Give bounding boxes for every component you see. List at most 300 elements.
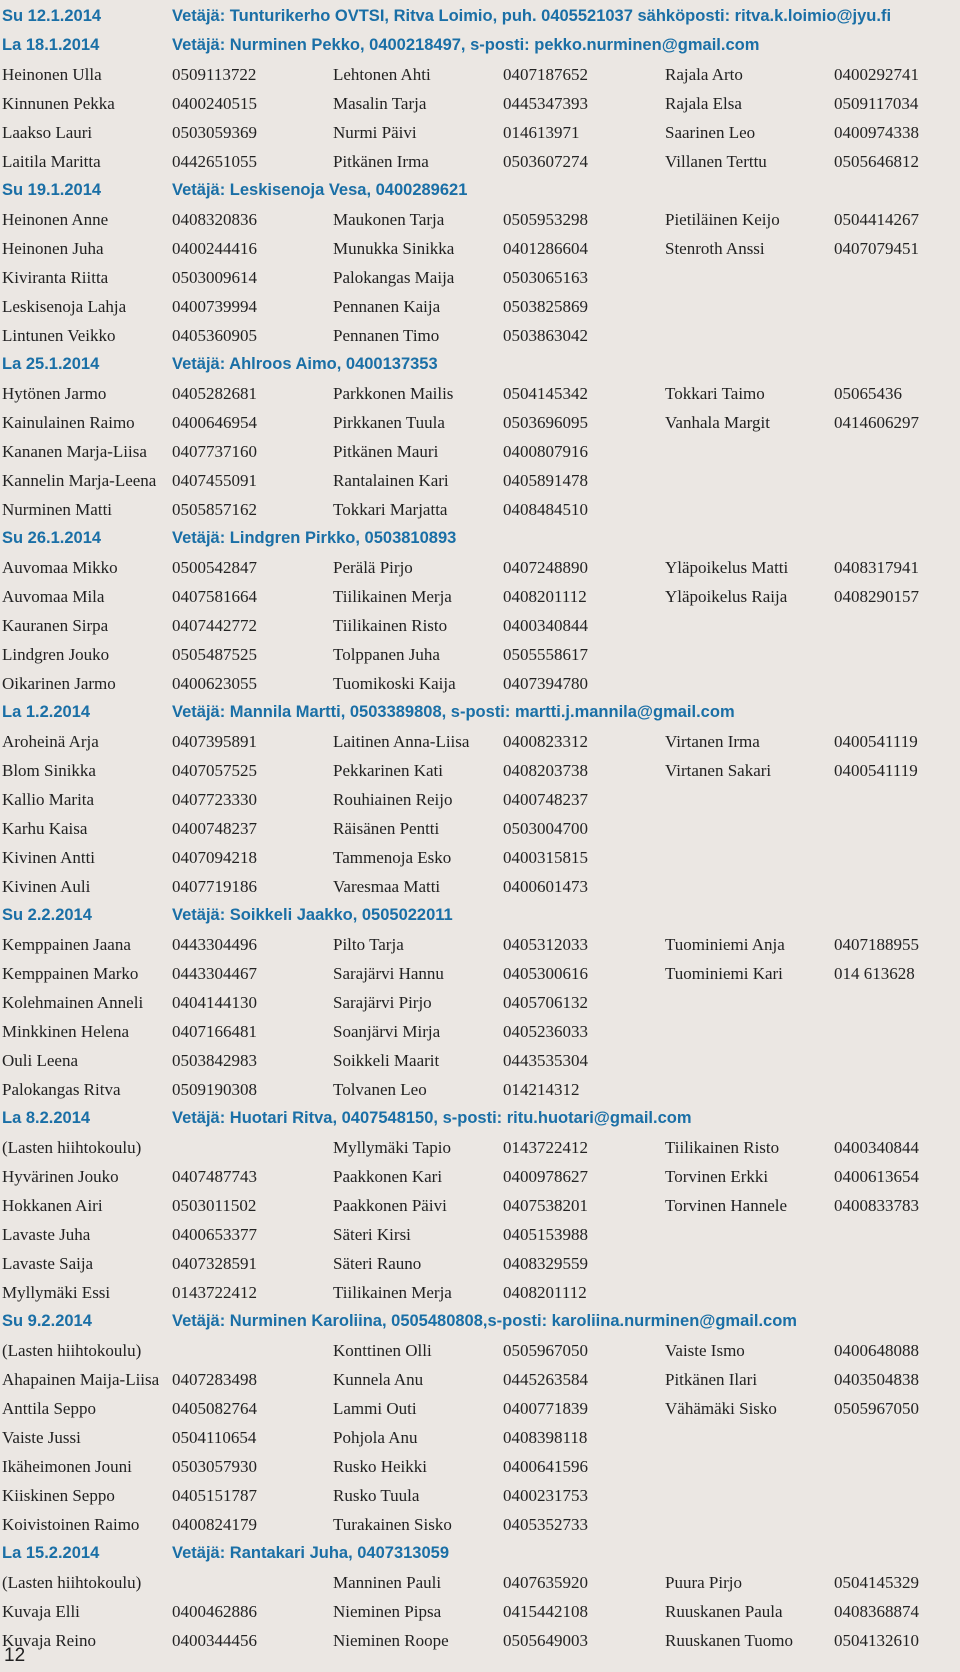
phone-2: 0405236033 <box>503 1022 588 1041</box>
name-1: Auvomaa Mikko <box>2 558 118 577</box>
name-2: Soanjärvi Mirja <box>333 1022 441 1041</box>
participant-row <box>0 234 960 263</box>
phone-1: 0400462886 <box>172 1602 257 1621</box>
phone-3: 0408290157 <box>834 587 919 606</box>
name-3: Virtanen Sakari <box>665 761 772 780</box>
name-2: Tiilikainen Merja <box>333 1283 452 1302</box>
phone-1: 0407328591 <box>172 1254 257 1273</box>
participant-row <box>0 959 960 988</box>
name-1: Leskisenoja Lahja <box>2 297 127 316</box>
name-2: Masalin Tarja <box>333 94 427 113</box>
participant-row <box>0 89 960 118</box>
phone-1: 0407166481 <box>172 1022 257 1041</box>
participant-row <box>0 321 960 350</box>
phone-2: 0408201112 <box>503 1283 587 1302</box>
phone-3: 0400292741 <box>834 65 919 84</box>
phone-1: 0504110654 <box>172 1428 257 1447</box>
phone-2: 0504145342 <box>503 384 588 403</box>
name-3: Rajala Elsa <box>665 94 742 113</box>
section-date: Su 19.1.2014 <box>2 181 102 199</box>
phone-1: 0405282681 <box>172 384 257 403</box>
phone-2: 0503825869 <box>503 297 588 316</box>
phone-3: 0505967050 <box>834 1399 919 1418</box>
name-1: Kinnunen Pekka <box>2 94 115 113</box>
name-1: Kauranen Sirpa <box>2 616 109 635</box>
phone-2: 0401286604 <box>503 239 588 258</box>
date-section <box>0 901 960 1104</box>
phone-1: 0404144130 <box>172 993 257 1012</box>
name-1: Oikarinen Jarmo <box>2 674 116 693</box>
name-1: Aroheinä Arja <box>2 732 99 751</box>
phone-3: 0408368874 <box>834 1602 919 1621</box>
name-1: Palokangas Ritva <box>2 1080 121 1099</box>
name-1: Myllymäki Essi <box>2 1283 111 1302</box>
phone-3: 0400340844 <box>834 1138 919 1157</box>
name-2: Parkkonen Mailis <box>333 384 454 403</box>
name-2: Rantalainen Kari <box>333 471 449 490</box>
participant-row <box>0 1452 960 1481</box>
participant-row <box>0 785 960 814</box>
name-2: Rouhiainen Reijo <box>333 790 453 809</box>
participant-row <box>0 1336 960 1365</box>
section-date: La 25.1.2014 <box>2 355 100 373</box>
phone-2: 0407248890 <box>503 558 588 577</box>
section-leader: Vetäjä: Nurminen Pekko, 0400218497, s-posti: pekko.nurminen@gmail.com <box>172 36 760 54</box>
name-1: Karhu Kaisa <box>2 819 88 838</box>
phone-2: 0405300616 <box>503 964 588 983</box>
phone-1: 0405360905 <box>172 326 257 345</box>
participant-row <box>0 1162 960 1191</box>
name-2: Pekkarinen Kati <box>333 761 443 780</box>
date-section <box>0 350 960 524</box>
name-2: Myllymäki Tapio <box>333 1138 451 1157</box>
name-2: Tammenoja Esko <box>333 848 452 867</box>
name-2: Lehtonen Ahti <box>333 65 431 84</box>
name-1: Blom Sinikka <box>2 761 96 780</box>
section-header <box>0 698 960 727</box>
section-date: Su 2.2.2014 <box>2 906 92 924</box>
phone-2: 0503696095 <box>503 413 588 432</box>
phone-1: 0143722412 <box>172 1283 257 1302</box>
name-2: Varesmaa Matti <box>333 877 441 896</box>
phone-2: 0405352733 <box>503 1515 588 1534</box>
phone-3: 0400974338 <box>834 123 919 142</box>
name-2: Kunnela Anu <box>333 1370 424 1389</box>
section-leader: Vetäjä: Huotari Ritva, 0407548150, s-posti: ritu.huotari@gmail.com <box>172 1109 692 1127</box>
name-2: Sarajärvi Pirjo <box>333 993 432 1012</box>
phone-1: 0443304496 <box>172 935 257 954</box>
participant-row <box>0 1249 960 1278</box>
phone-1: 0505857162 <box>172 500 257 519</box>
phone-1: 0400739994 <box>172 297 257 316</box>
phone-2: 0407187652 <box>503 65 588 84</box>
name-1: Kananen Marja-Liisa <box>2 442 147 461</box>
name-1: Kainulainen Raimo <box>2 413 135 432</box>
phone-2: 0445263584 <box>503 1370 588 1389</box>
phone-2: 0400231753 <box>503 1486 588 1505</box>
phone-1: 0503057930 <box>172 1457 257 1476</box>
section-leader: Vetäjä: Soikkeli Jaakko, 0505022011 <box>172 906 453 924</box>
phone-1: 0407395891 <box>172 732 257 751</box>
name-2: Pitkänen Irma <box>333 152 429 171</box>
participant-row <box>0 843 960 872</box>
section-date: La 18.1.2014 <box>2 36 100 54</box>
phone-3: 0400541119 <box>834 761 918 780</box>
participant-row <box>0 408 960 437</box>
name-1: Kannelin Marja-Leena <box>2 471 157 490</box>
phone-2: 0503607274 <box>503 152 588 171</box>
participant-row <box>0 814 960 843</box>
phone-3: 0504145329 <box>834 1573 919 1592</box>
phone-2: 0400807916 <box>503 442 588 461</box>
name-2: Tuomikoski Kaija <box>333 674 456 693</box>
participant-row <box>0 1423 960 1452</box>
phone-1: 0407455091 <box>172 471 257 490</box>
name-2: Tolvanen Leo <box>333 1080 427 1099</box>
participant-row <box>0 1046 960 1075</box>
name-1: Laakso Lauri <box>2 123 93 142</box>
name-1: (Lasten hiihtokoulu) <box>2 1138 142 1157</box>
phone-1: 0407723330 <box>172 790 257 809</box>
name-1: Auvomaa Mila <box>2 587 105 606</box>
phone-1: 0400653377 <box>172 1225 257 1244</box>
phone-1: 0503011502 <box>172 1196 257 1215</box>
name-3: Rajala Arto <box>665 65 743 84</box>
name-1: Kuvaja Elli <box>2 1602 80 1621</box>
phone-2: 0400641596 <box>503 1457 588 1476</box>
name-3: Stenroth Anssi <box>665 239 765 258</box>
phone-2: 0143722412 <box>503 1138 588 1157</box>
phone-2: 0503004700 <box>503 819 588 838</box>
name-2: Pilto Tarja <box>333 935 404 954</box>
name-1: Lavaste Juha <box>2 1225 91 1244</box>
date-section <box>0 2 960 31</box>
participant-row <box>0 872 960 901</box>
phone-2: 0408201112 <box>503 587 587 606</box>
phone-2: 0415442108 <box>503 1602 588 1621</box>
participant-row <box>0 1278 960 1307</box>
section-header <box>0 350 960 379</box>
phone-2: 0503065163 <box>503 268 588 287</box>
phone-2: 0503863042 <box>503 326 588 345</box>
phone-1: 0509113722 <box>172 65 257 84</box>
name-2: Paakkonen Päivi <box>333 1196 447 1215</box>
participant-row <box>0 1394 960 1423</box>
phone-2: 0400771839 <box>503 1399 588 1418</box>
date-section <box>0 524 960 698</box>
phone-2: 0405891478 <box>503 471 588 490</box>
name-1: Kuvaja Reino <box>2 1631 96 1650</box>
name-2: Säteri Kirsi <box>333 1225 411 1244</box>
phone-1: 0442651055 <box>172 152 257 171</box>
section-header <box>0 901 960 930</box>
section-leader: Vetäjä: Tunturikerho OVTSI, Ritva Loimio, puh. 0405521037 sähköposti: ritva.k.loimio@jyu.fi <box>172 7 892 25</box>
section-date: La 15.2.2014 <box>2 1544 100 1562</box>
phone-2: 0405153988 <box>503 1225 588 1244</box>
phone-2: 014214312 <box>503 1080 580 1099</box>
phone-2: 0408203738 <box>503 761 588 780</box>
section-header <box>0 1104 960 1133</box>
name-1: Ahapainen Maija-Liisa <box>2 1370 160 1389</box>
phone-3: 0400833783 <box>834 1196 919 1215</box>
section-leader: Vetäjä: Rantakari Juha, 0407313059 <box>172 1544 450 1562</box>
name-3: Tuominiemi Kari <box>665 964 783 983</box>
name-1: Kivinen Auli <box>2 877 91 896</box>
name-1: Ouli Leena <box>2 1051 78 1070</box>
name-3: Tiilikainen Risto <box>665 1138 780 1157</box>
name-2: Rusko Heikki <box>333 1457 427 1476</box>
name-1: Hytönen Jarmo <box>2 384 107 403</box>
name-3: Puura Pirjo <box>665 1573 742 1592</box>
participant-row <box>0 553 960 582</box>
participant-row <box>0 1220 960 1249</box>
phone-1: 0400244416 <box>172 239 257 258</box>
participant-row <box>0 1365 960 1394</box>
participant-row <box>0 930 960 959</box>
participant-row <box>0 466 960 495</box>
name-2: Lammi Outi <box>333 1399 417 1418</box>
name-2: Sarajärvi Hannu <box>333 964 444 983</box>
participant-row <box>0 205 960 234</box>
name-1: Heinonen Ulla <box>2 65 102 84</box>
participant-row <box>0 1133 960 1162</box>
phone-2: 0405312033 <box>503 935 588 954</box>
name-2: Soikkeli Maarit <box>333 1051 440 1070</box>
section-header <box>0 1539 960 1568</box>
phone-1: 0407581664 <box>172 587 257 606</box>
phone-1: 0407057525 <box>172 761 257 780</box>
phone-2: 0505649003 <box>503 1631 588 1650</box>
phone-2: 0405706132 <box>503 993 588 1012</box>
participant-row <box>0 437 960 466</box>
date-section <box>0 698 960 901</box>
phone-2: 0400340844 <box>503 616 588 635</box>
name-2: Konttinen Olli <box>333 1341 432 1360</box>
date-section <box>0 31 960 176</box>
name-1: Lintunen Veikko <box>2 326 116 345</box>
name-2: Räisänen Pentti <box>333 819 440 838</box>
participant-row <box>0 582 960 611</box>
phone-3: 0414606297 <box>834 413 919 432</box>
phone-1: 0407737160 <box>172 442 257 461</box>
participant-row <box>0 988 960 1017</box>
participant-row <box>0 379 960 408</box>
section-date: La 1.2.2014 <box>2 703 91 721</box>
participant-row <box>0 1568 960 1597</box>
phone-1: 0503009614 <box>172 268 257 287</box>
phone-3: 0504414267 <box>834 210 919 229</box>
section-date: Su 26.1.2014 <box>2 529 102 547</box>
phone-1: 0407094218 <box>172 848 257 867</box>
phone-2: 0505967050 <box>503 1341 588 1360</box>
name-1: Koivistoinen Raimo <box>2 1515 140 1534</box>
name-2: Pennanen Timo <box>333 326 440 345</box>
name-2: Rusko Tuula <box>333 1486 420 1505</box>
participant-row <box>0 1597 960 1626</box>
name-3: Vaiste Ismo <box>665 1341 745 1360</box>
date-section <box>0 176 960 350</box>
phone-2: 0408484510 <box>503 500 588 519</box>
name-3: Villanen Terttu <box>665 152 767 171</box>
phone-2: 0443535304 <box>503 1051 588 1070</box>
phone-1: 0400240515 <box>172 94 257 113</box>
participant-row <box>0 495 960 524</box>
phone-3: 0407188955 <box>834 935 919 954</box>
phone-2: 0400978627 <box>503 1167 588 1186</box>
name-3: Torvinen Hannele <box>665 1196 788 1215</box>
participant-row <box>0 60 960 89</box>
name-1: Kemppainen Marko <box>2 964 139 983</box>
name-1: Laitila Maritta <box>2 152 101 171</box>
name-1: Heinonen Anne <box>2 210 109 229</box>
section-leader: Vetäjä: Ahlroos Aimo, 0400137353 <box>172 355 438 373</box>
name-1: Kallio Marita <box>2 790 95 809</box>
participant-row <box>0 611 960 640</box>
date-section <box>0 1307 960 1539</box>
name-1: Kivinen Antti <box>2 848 96 867</box>
section-header <box>0 176 960 205</box>
name-2: Munukka Sinikka <box>333 239 455 258</box>
participant-row <box>0 669 960 698</box>
name-2: Manninen Pauli <box>333 1573 442 1592</box>
section-leader: Vetäjä: Mannila Martti, 0503389808, s-posti: martti.j.mannila@gmail.com <box>172 703 735 721</box>
phone-1: 0407283498 <box>172 1370 257 1389</box>
phone-3: 05065436 <box>834 384 902 403</box>
section-leader: Vetäjä: Leskisenoja Vesa, 0400289621 <box>172 181 468 199</box>
participant-row <box>0 1626 960 1655</box>
phone-3: 0400613654 <box>834 1167 919 1186</box>
name-2: Nieminen Roope <box>333 1631 449 1650</box>
date-section <box>0 1104 960 1307</box>
phone-1: 0503842983 <box>172 1051 257 1070</box>
name-2: Pohjola Anu <box>333 1428 418 1447</box>
phone-2: 0400315815 <box>503 848 588 867</box>
name-3: Pitkänen Ilari <box>665 1370 758 1389</box>
name-1: (Lasten hiihtokoulu) <box>2 1573 142 1592</box>
name-2: Palokangas Maija <box>333 268 455 287</box>
name-1: Nurminen Matti <box>2 500 113 519</box>
phone-2: 0445347393 <box>503 94 588 113</box>
phone-3: 0403504838 <box>834 1370 919 1389</box>
section-date: La 8.2.2014 <box>2 1109 91 1127</box>
name-2: Tolppanen Juha <box>333 645 440 664</box>
name-1: Kiiskinen Seppo <box>2 1486 115 1505</box>
phone-2: 0407394780 <box>503 674 588 693</box>
name-2: Maukonen Tarja <box>333 210 445 229</box>
phone-2: 0400601473 <box>503 877 588 896</box>
participant-row <box>0 1017 960 1046</box>
phone-2: 0407635920 <box>503 1573 588 1592</box>
name-3: Yläpoikelus Raija <box>665 587 788 606</box>
phone-3: 0505646812 <box>834 152 919 171</box>
section-header <box>0 1307 960 1336</box>
phone-2: 014613971 <box>503 123 580 142</box>
phone-1: 0407442772 <box>172 616 257 635</box>
name-1: Kemppainen Jaana <box>2 935 131 954</box>
phone-1: 0405082764 <box>172 1399 257 1418</box>
phone-1: 0503059369 <box>172 123 257 142</box>
name-3: Ruuskanen Tuomo <box>665 1631 793 1650</box>
phone-3: 0504132610 <box>834 1631 919 1650</box>
participant-row <box>0 1510 960 1539</box>
page-number: 12 <box>4 1645 26 1666</box>
section-date: Su 12.1.2014 <box>2 7 102 25</box>
phone-1: 0407719186 <box>172 877 257 896</box>
phone-1: 0400748237 <box>172 819 257 838</box>
phone-1: 0509190308 <box>172 1080 257 1099</box>
name-1: Kolehmainen Anneli <box>2 993 144 1012</box>
participant-row <box>0 292 960 321</box>
name-3: Vanhala Margit <box>665 413 770 432</box>
participant-row <box>0 640 960 669</box>
phone-1: 0500542847 <box>172 558 257 577</box>
name-3: Vähämäki Sisko <box>665 1399 777 1418</box>
phone-2: 0408398118 <box>503 1428 588 1447</box>
name-2: Pitkänen Mauri <box>333 442 439 461</box>
name-2: Tokkari Marjatta <box>333 500 448 519</box>
participant-row <box>0 1481 960 1510</box>
phone-2: 0408329559 <box>503 1254 588 1273</box>
phone-1: 0405151787 <box>172 1486 257 1505</box>
phone-3: 0509117034 <box>834 94 919 113</box>
phone-1: 0505487525 <box>172 645 257 664</box>
name-2: Perälä Pirjo <box>333 558 413 577</box>
name-2: Nurmi Päivi <box>333 123 417 142</box>
name-1: Lavaste Saija <box>2 1254 94 1273</box>
phone-3: 014 613628 <box>834 964 915 983</box>
name-3: Ruuskanen Paula <box>665 1602 783 1621</box>
participant-row <box>0 727 960 756</box>
section-date: Su 9.2.2014 <box>2 1312 92 1330</box>
name-2: Tiilikainen Risto <box>333 616 448 635</box>
participant-row <box>0 147 960 176</box>
participant-row <box>0 1075 960 1104</box>
phone-1: 0400824179 <box>172 1515 257 1534</box>
name-1: Kiviranta Riitta <box>2 268 109 287</box>
phone-2: 0505558617 <box>503 645 588 664</box>
phone-1: 0400623055 <box>172 674 257 693</box>
phone-3: 0400648088 <box>834 1341 919 1360</box>
name-3: Pietiläinen Keijo <box>665 210 780 229</box>
date-section <box>0 1539 960 1655</box>
phone-2: 0400748237 <box>503 790 588 809</box>
section-leader: Vetäjä: Nurminen Karoliina, 0505480808,s-posti: karoliina.nurminen@gmail.com <box>172 1312 797 1330</box>
name-2: Nieminen Pipsa <box>333 1602 442 1621</box>
phone-3: 0407079451 <box>834 239 919 258</box>
name-1: Hokkanen Airi <box>2 1196 103 1215</box>
phone-2: 0400823312 <box>503 732 588 751</box>
section-header <box>0 524 960 553</box>
phone-1: 0407487743 <box>172 1167 257 1186</box>
participant-row <box>0 1191 960 1220</box>
phone-3: 0408317941 <box>834 558 919 577</box>
name-1: Minkkinen Helena <box>2 1022 129 1041</box>
phone-1: 0443304467 <box>172 964 257 983</box>
name-1: Vaiste Jussi <box>2 1428 81 1447</box>
name-3: Virtanen Irma <box>665 732 760 751</box>
name-1: Lindgren Jouko <box>2 645 110 664</box>
name-2: Laitinen Anna-Liisa <box>333 732 470 751</box>
name-2: Paakkonen Kari <box>333 1167 443 1186</box>
name-3: Torvinen Erkki <box>665 1167 769 1186</box>
participant-row <box>0 756 960 785</box>
name-2: Säteri Rauno <box>333 1254 422 1273</box>
name-1: Ikäheimonen Jouni <box>2 1457 132 1476</box>
section-leader: Vetäjä: Lindgren Pirkko, 0503810893 <box>172 529 457 547</box>
name-2: Tiilikainen Merja <box>333 587 452 606</box>
name-3: Saarinen Leo <box>665 123 756 142</box>
phone-2: 0505953298 <box>503 210 588 229</box>
